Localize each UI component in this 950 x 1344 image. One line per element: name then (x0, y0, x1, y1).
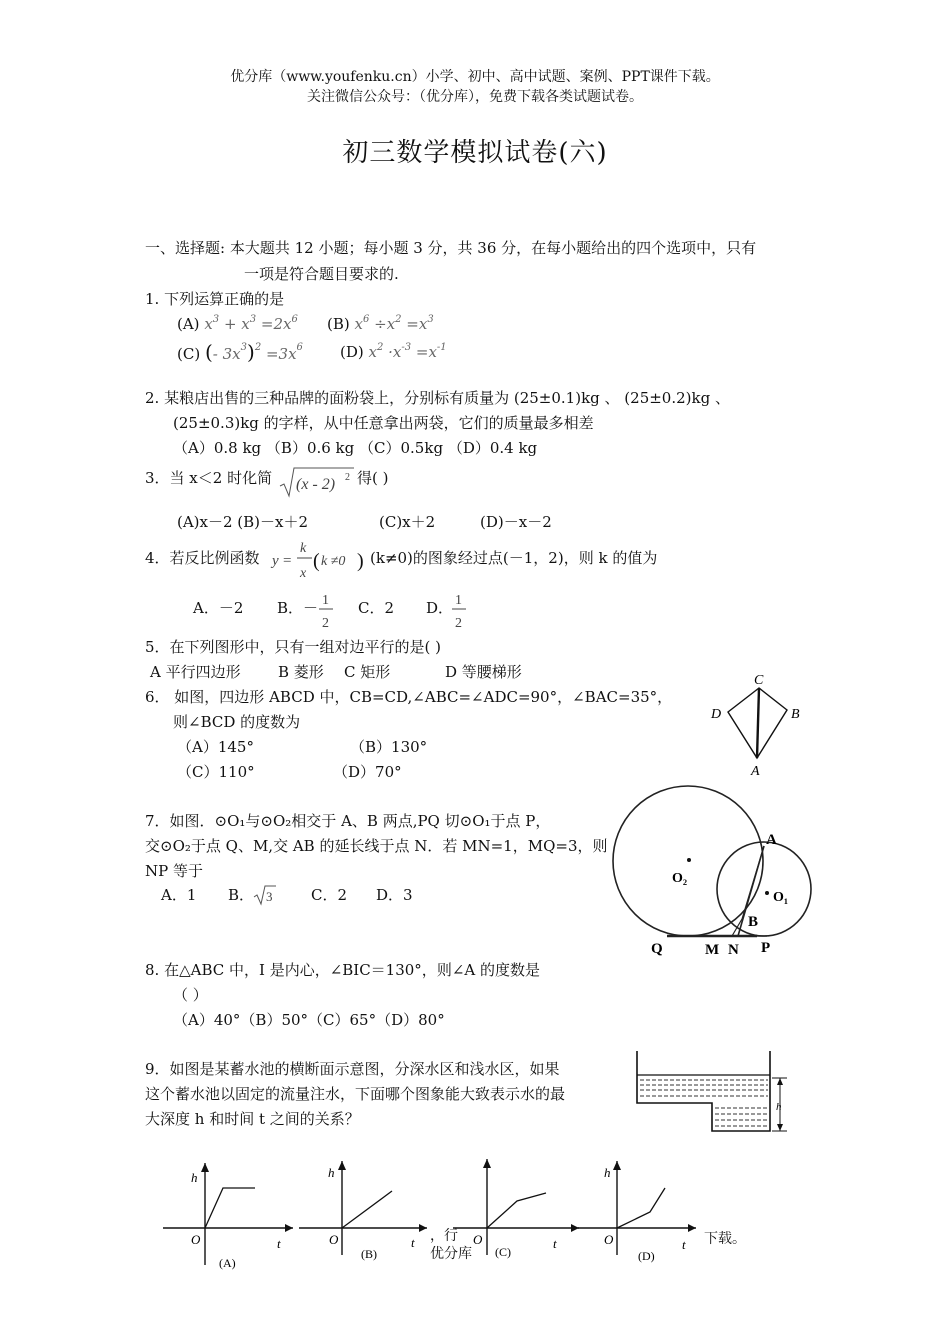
q9-graph-b-o: O (329, 1232, 339, 1247)
q5-option-b: B 菱形 (278, 663, 324, 681)
q9-graph-d-h: h (604, 1165, 611, 1180)
q9-graph-c-caption: (C) (495, 1245, 511, 1259)
q9-graph-a-caption: (A) (219, 1256, 236, 1270)
q3-option-d: (D)－x－2 (480, 513, 552, 531)
q9-reservoir-figure (632, 1048, 792, 1138)
q9-graph-a-h: h (191, 1170, 198, 1185)
q9-graph-a-o: O (191, 1232, 201, 1247)
q3-stem-a: 3．当 x＜2 时化简 (145, 469, 273, 487)
svg-text:2: 2 (322, 616, 329, 631)
svg-text:): ) (357, 550, 364, 572)
header-line-1: 优分库（www.youfenku.cn）小学、初中、高中试题、案例、PPT课件下载。 (230, 69, 720, 85)
svg-text:2: 2 (455, 616, 462, 631)
q7-option-b-sqrt (252, 882, 278, 908)
q7-line-2: 交⊙O₂于点 Q、M,交 AB 的延长线于点 N．若 MN=1，MQ=3，则 (145, 837, 608, 855)
q4-stem-a: 4．若反比例函数 (145, 549, 260, 567)
q7-label-b: B (748, 914, 759, 930)
q9-graph-d (572, 1155, 712, 1270)
section-instructions-line-2: 一项是符合题目要求的. (244, 265, 399, 283)
svg-text:k ≠0: k ≠0 (321, 554, 346, 569)
q4-option-b: B．－ (277, 599, 319, 617)
svg-text:y: y (272, 553, 279, 569)
svg-text:=: = (283, 553, 292, 569)
q7-label-o2: O₂ (672, 871, 688, 886)
q5-stem: 5．在下列图形中，只有一组对边平行的是( ) (145, 638, 442, 656)
q4-option-b-fraction (318, 588, 334, 632)
q9-graph-d-caption: (D) (638, 1249, 655, 1263)
q1-option-b (327, 314, 434, 334)
q1-option-c-formula: (- $3x^3)^2 =3x^6$ (204, 340, 303, 364)
q9-footer-fragment-1: ，行 (430, 1228, 458, 1244)
q4-option-d-fraction (451, 588, 467, 632)
svg-text:(x - 2): (x - 2) (296, 476, 336, 493)
q9-graph-b (295, 1155, 435, 1270)
q1-option-b-label: (B) (327, 315, 350, 333)
q3-option-ab: (A)x－2 (B)－x＋2 (177, 513, 309, 531)
q9-graph-a (155, 1155, 295, 1270)
q9-graph-c-o: O (473, 1232, 483, 1247)
q6-option-a: （A）145° (177, 738, 254, 756)
q8-line-2: （ ） (173, 986, 208, 1004)
q7-label-p: P (761, 940, 771, 956)
q2-options: （A）0.8 kg （B）0.6 kg （C）0.5kg （D）0.4 kg (173, 439, 538, 457)
svg-text:(: ( (313, 550, 320, 572)
q4-function-formula (270, 537, 370, 583)
q7-line-3: NP 等于 (145, 862, 203, 880)
q9-graph-d-t: t (682, 1237, 686, 1252)
q9-footer-fragment-2: 优分库 (430, 1246, 472, 1262)
q6-label-a: A (751, 764, 760, 779)
q5-option-a: A 平行四边形 (150, 663, 241, 681)
q3-stem-b: 得( ) (357, 469, 389, 487)
q7-label-o1: O₁ (773, 890, 789, 905)
q3-radical-formula (278, 464, 356, 500)
q9-graph-c (445, 1155, 585, 1270)
q1-option-a (177, 314, 298, 334)
svg-text:2: 2 (345, 472, 350, 483)
q7-option-d: D．3 (376, 886, 413, 904)
q7-label-q: Q (651, 941, 663, 957)
circle-o1 (717, 842, 811, 936)
q7-label-a: A (766, 832, 777, 848)
q6-line-1: 6． 如图，四边形 ABCD 中，CB=CD,∠ABC=∠ADC=90°，∠BAC=35°， (145, 688, 673, 706)
q9-footer-fragment-3: 下载。 (704, 1231, 746, 1247)
q6-label-c: C (754, 673, 764, 688)
q9-depth-label: h (776, 1101, 782, 1113)
q1-option-d (340, 342, 447, 362)
q9-graph-b-t: t (411, 1235, 415, 1250)
q8-line-1: 8. 在△ABC 中，I 是内心，∠BIC＝130°，则∠A 的度数是 (145, 961, 540, 979)
q6-label-b: B (791, 707, 800, 722)
q1-option-c-label: (C) (177, 345, 201, 363)
q6-quadrilateral-figure (705, 668, 810, 780)
q7-label-m: M (705, 942, 720, 958)
q3-option-c: (C)x＋2 (379, 513, 436, 531)
q4-option-c: C．2 (358, 599, 395, 617)
q9-line-3: 大深度 h 和时间 t 之间的关系？ (145, 1110, 360, 1128)
q7-circles-figure (605, 782, 820, 962)
q1-option-a-formula: $x^3 + x^3 =2x^6$ (204, 314, 298, 333)
q5-option-d: D 等腰梯形 (445, 663, 522, 681)
q2-line-2: (25±0.3)kg 的字样，从中任意拿出两袋，它们的质量最多相差 (173, 414, 594, 432)
q9-line-1: 9．如图是某蓄水池的横断面示意图，分深水区和浅水区，如果 (145, 1060, 560, 1078)
q7-option-c: C．2 (311, 886, 348, 904)
q9-graph-b-caption: (B) (361, 1247, 377, 1261)
q9-graph-d-o: O (604, 1232, 614, 1247)
q1-option-a-label: (A) (177, 315, 200, 333)
section-instructions-line-1: 一、选择题: 本大题共 12 小题；每小题 3 分，共 36 分，在每小题给出的四个选项中，只有 (145, 239, 757, 257)
q8-options: （A）40°（B）50°（C）65°（D）80° (173, 1011, 445, 1029)
q5-option-c: C 矩形 (344, 663, 391, 681)
q4-stem-b: (k≠0)的图象经过点(－1，2)，则 k 的值为 (370, 549, 658, 567)
q9-graph-c-t: t (553, 1236, 557, 1251)
q1-option-d-formula: $x^2 \cdot x^{-3} =x^{-1}$ (368, 342, 447, 361)
q6-option-c: （C）110° (177, 763, 255, 781)
svg-text:k: k (300, 541, 307, 556)
q9-graph-b-h: h (328, 1165, 335, 1180)
svg-text:1: 1 (322, 593, 329, 608)
q1-stem: 1. 下列运算正确的是 (145, 290, 285, 308)
page-title: 初三数学模拟试卷(六) (342, 138, 608, 168)
q1-option-b-formula: $x^6 \div x^2 =x^3$ (354, 314, 434, 333)
q4-option-a: A．－2 (193, 599, 244, 617)
q6-line-2: 则∠BCD 的度数为 (173, 713, 301, 731)
q2-line-1: 2. 某粮店出售的三种品牌的面粉袋上，分别标有质量为 (25±0.1)kg 、 (25±0.2)kg 、 (145, 389, 730, 407)
q6-option-b: （B）130° (350, 738, 428, 756)
q9-graph-a-t: t (277, 1236, 281, 1251)
q7-option-b: B． (228, 886, 255, 904)
q1-option-d-label: (D) (340, 343, 364, 361)
q7-option-a: A．1 (161, 886, 197, 904)
q7-label-n: N (728, 942, 739, 958)
q4-option-d: D． (426, 599, 454, 617)
q6-label-d: D (711, 707, 722, 722)
svg-text:1: 1 (455, 593, 462, 608)
q9-line-2: 这个蓄水池以固定的流量注水，下面哪个图象能大致表示水的最 (145, 1085, 566, 1103)
svg-text:3: 3 (266, 889, 273, 904)
svg-text:x: x (300, 566, 307, 581)
q1-option-c (177, 342, 303, 364)
q6-option-d: （D）70° (333, 763, 402, 781)
header-line-2: 关注微信公众号：（优分库），免费下载各类试题试卷。 (307, 89, 643, 105)
q7-line-1: 7．如图．⊙O₁与⊙O₂相交于 A、B 两点,PQ 切⊙O₁于点 P， (145, 812, 551, 830)
